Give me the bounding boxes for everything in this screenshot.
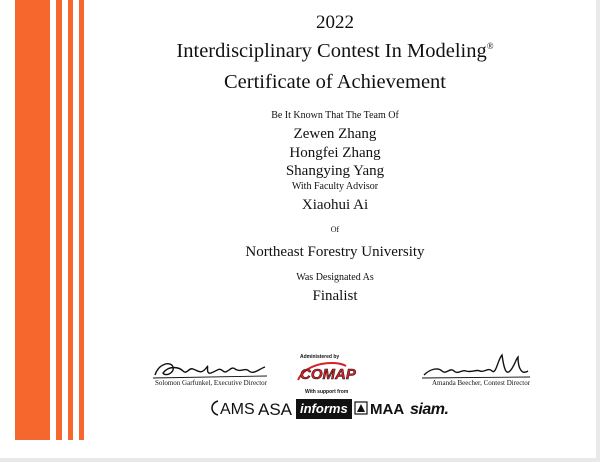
university-name: Northeast Forestry University (245, 244, 425, 260)
contest-name-text: Interdisciplinary Contest In Modeling (176, 40, 487, 62)
advisor-label: With Faculty Advisor (291, 181, 379, 192)
comap-logo-text: COMAP (300, 366, 356, 383)
informs-logo: informs (296, 399, 352, 419)
ams-logo-text: AMS (220, 401, 255, 418)
page-edge-bottom (0, 458, 600, 462)
right-signature-caption: Amanda Beecher, Contest Director (432, 379, 531, 387)
team-member: Shangying Yang (285, 163, 385, 179)
left-signature-caption: Solomon Garfunkel, Executive Director (155, 379, 267, 387)
designated-label: Was Designated As (296, 272, 374, 283)
known-line: Be It Known That The Team Of (271, 110, 399, 121)
comap-logo (296, 360, 356, 384)
support-label: With support from (305, 389, 349, 395)
award-title: Finalist (312, 288, 358, 304)
orange-stripe-wide (15, 0, 50, 440)
certificate-year: 2022 (316, 12, 354, 33)
advisor-name: Xiaohui Ai (301, 197, 369, 213)
of-label: Of (330, 225, 340, 234)
contest-name (100, 40, 570, 63)
certificate-title: Certificate of Achievement (224, 71, 446, 93)
administered-label: Administered by (300, 354, 340, 360)
team-member: Zewen Zhang (293, 126, 377, 142)
ams-logo (208, 398, 255, 422)
orange-stripe (56, 0, 62, 440)
asa-logo: ASA (258, 400, 293, 419)
ams-mark-icon (208, 399, 220, 417)
registered-mark: ® (486, 41, 494, 52)
team-member: Hongfei Zhang (289, 145, 381, 161)
page-edge-right (596, 0, 600, 462)
orange-stripe (68, 0, 73, 440)
siam-logo: siam. (410, 401, 449, 418)
maa-logo (354, 398, 404, 422)
orange-stripe (79, 0, 84, 440)
maa-mark-icon (354, 401, 368, 415)
maa-logo-text: MAA (370, 401, 405, 418)
